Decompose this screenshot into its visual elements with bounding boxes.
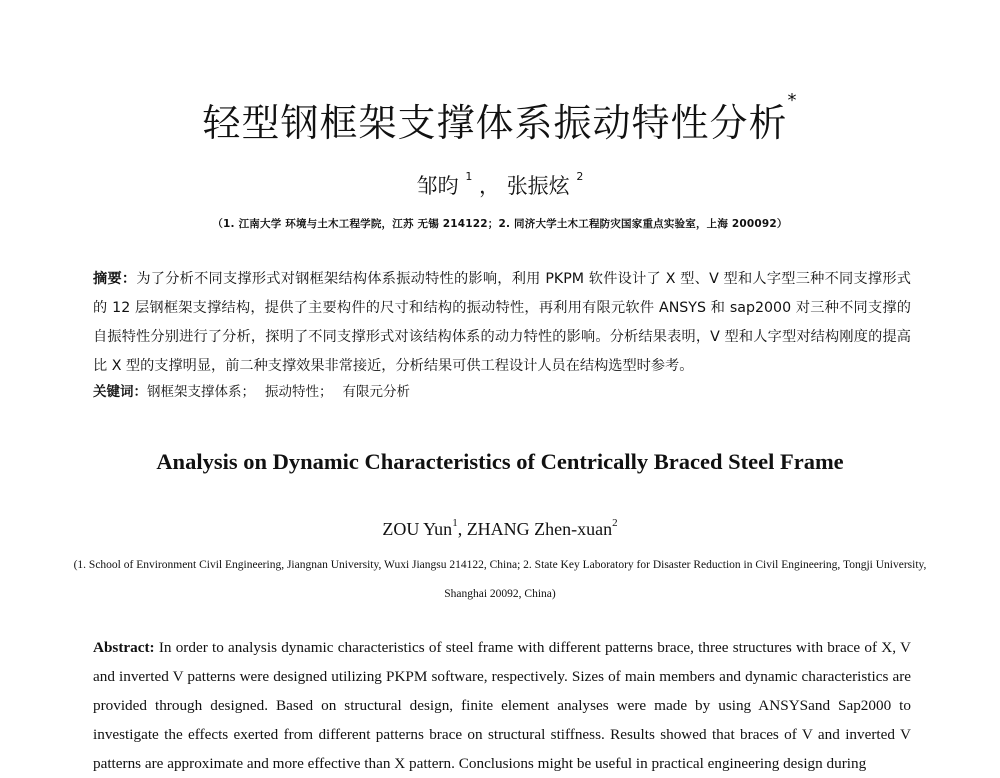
chinese-abstract-text: 为了分析不同支撑形式对钢框架结构体系振动特性的影响，利用 PKPM 软件设计了 X 型、V 型和人字型三种不同支撑形式的 12 层钢框架支撑结构，提供了主要构件的尺寸和结构的振动特性，再利用有限元软件 ANSYS 和 sap2000 对三种不同支撑的自振特性分别进行了分析，探明了不同支撑形式对该结构体系的动力特性的影响。分析结果表明，V 型和人字型对结构刚度的提高比 X 型的支撑明显，前二种支撑效果非常接近，分析结果可供工程设计人员在结构选型时参考。 [93, 271, 911, 374]
chinese-abstract-label: 摘要： [93, 271, 137, 287]
english-author-2-affiliation-mark: 2 [612, 517, 618, 529]
title-footnote-mark: * [787, 90, 798, 111]
chinese-title [0, 92, 1000, 147]
english-abstract-label: Abstract: [93, 639, 155, 656]
chinese-author-2: 张振炫 [506, 174, 570, 198]
chinese-title-text: 轻型钢框架支撑体系振动特性分析 [202, 101, 788, 145]
keyword-1: 钢框架支撑体系； [147, 384, 255, 400]
chinese-authors [0, 170, 1000, 200]
english-authors [0, 519, 1000, 540]
chinese-author-2-affiliation-mark: 2 [576, 170, 584, 183]
chinese-keywords [93, 378, 420, 407]
chinese-author-1: 邹昀 [416, 174, 459, 198]
chinese-abstract [93, 265, 911, 381]
english-title: Analysis on Dynamic Characteristics of Centrically Braced Steel Frame [156, 449, 844, 474]
english-author-1-affiliation-mark: 1 [452, 517, 458, 529]
english-affiliation: (1. School of Environment Civil Engineering, Jiangnan University, Wuxi Jiangsu 214122, China; 2. State Key Laboratory for Disaster Reduction in Civil Engineering, Tongji University, Shanghai 20092, China) [73, 559, 927, 600]
chinese-author-separator: ， [479, 174, 500, 198]
english-abstract-text: In order to analysis dynamic characteristics of steel frame with different patterns brace, three structures with brace of X, V and inverted V patterns were designed utilizing PKPM software, respectively. Sizes of main members and dynamic characteristics are provided through designed. Based on structural design, finite element analyses were made by using ANSYSand Sap2000 to investigate the effects exerted from different patterns brace on structural stiffness. Results showed that braces of V and inverted V patterns are approximate and more effective than X pattern. Conclusions might be useful in practical engineering design during [93, 639, 911, 772]
chinese-affiliation: （1. 江南大学 环境与土木工程学院，江苏 无锡 214122；2. 同济大学土木工程防灾国家重点实验室，上海 200092） [212, 218, 788, 230]
english-abstract [93, 633, 911, 778]
keyword-3: 有限元分析 [342, 384, 410, 400]
english-author-separator: , [457, 519, 467, 539]
chinese-keywords-label: 关键词： [93, 384, 147, 400]
keyword-2: 振动特性； [265, 384, 333, 400]
chinese-author-1-affiliation-mark: 1 [465, 170, 473, 183]
english-author-1: ZOU Yun [382, 519, 453, 539]
english-author-2: ZHANG Zhen-xuan [466, 519, 613, 539]
